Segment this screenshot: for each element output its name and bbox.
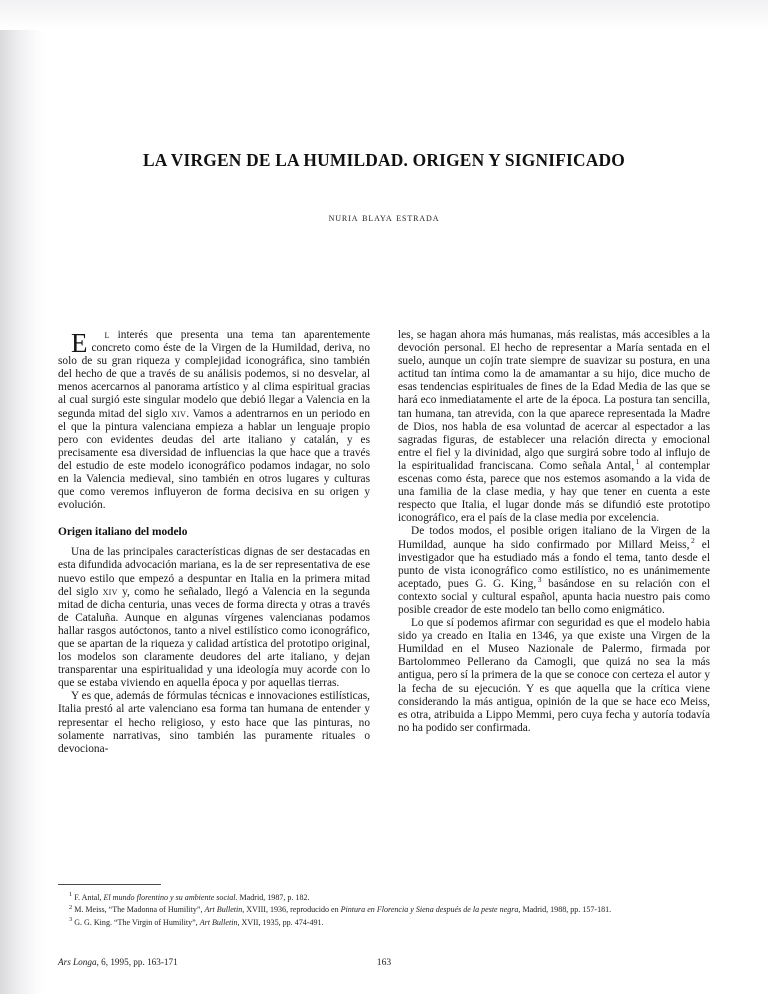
- footnote-separator-rule: [58, 884, 161, 885]
- paragraph-continuation-a: les, se hagan ahora más humanas, más realistas, más accesibles a la devoción personal. El hecho de representar a María sentada en el suelo, aunque un cojín trate siempre de suavizar su postura, en una actitud tan íntima como la de amamantar a su hijo, dice mucho de esas tendencias espirituales de fines de la Edad Media de las que se hará eco inmediatamente el arte de la época. La postura tan sencilla, tan humana, tan atrevida, con la que aparece representada la Madre de Dios, nos habla de esa voluntad de acercar al espectador a las sagradas figuras, de establecer una relación directa y emocional entre el fiel y la divinidad, algo que surgirá sobre todo al influjo de la espiritualidad franciscana. Como señala Antal,: [398, 329, 710, 472]
- footnote-number-2: 2: [69, 903, 73, 911]
- page-title: LA VIRGEN DE LA HUMILDAD. ORIGEN Y SIGNIFICADO: [142, 150, 626, 170]
- footnote-2: [58, 904, 710, 915]
- century-numeral: xiv: [171, 407, 187, 420]
- journal-name: Ars Longa: [58, 957, 97, 967]
- paragraph-meiss: [398, 525, 710, 617]
- paragraph-meiss-b: el investigador que ha estudiado más a fondo el tema, tanto desde el punto de vista iconográfico como estilístico, no es unánimemente aceptado, pues G. G. King,: [398, 538, 710, 590]
- drop-cap: E: [71, 328, 88, 358]
- footnote-2-run-4: Madrid, 1988, pp. 157-181.: [520, 905, 612, 915]
- footnote-1-run-0: F. Antal,: [74, 893, 104, 902]
- footnote-number-1: 1: [69, 891, 73, 899]
- footnote-2-run-0: M. Meiss, “The Madonna of Humility”,: [74, 905, 205, 915]
- paragraph-origen-1: [58, 539, 370, 690]
- footnote-number-3: 3: [69, 916, 73, 924]
- article-author: nuria blaya estrada: [328, 212, 440, 224]
- paragraph-continuation: [398, 329, 710, 525]
- footnote-1-run-1: El mundo florentino y su ambiente social.: [103, 893, 238, 902]
- footnote-list: [58, 892, 710, 928]
- body-columns: [58, 224, 710, 756]
- opening-smallcaps: l: [104, 329, 110, 341]
- paragraph-origen-1-head: Una de las principales características dignas de ser destacadas en esta difundida advocación mariana, es la de ser representativa de ese nuevo estilo que empezó a despuntar en Italia en la primera mitad del siglo: [58, 546, 370, 598]
- footnote-1-run-2: Madrid, 1987, p. 182.: [237, 893, 310, 902]
- paragraph-palermo: Lo que sí podemos afirmar con seguridad es que el modelo habia sido ya creado en Italia en 1346, ya que existe una Virgen de la Humildad en el Museo Nazionale de Palermo, firmada por Bartolommeo Pellerano da Camogli, que quizá no sea la más antigua, pero sí la primera de la que se conoce con certeza el autor y la fecha de su ejecución. Y es que aquella que la crítica viene considerando la más antigua, opinión de la que se hace eco Meiss, es otra, atribuida a Lippo Memmi, pero cuya fecha y autoría todavía no ha podido ser confirmada.: [398, 617, 710, 734]
- column-right: [398, 329, 710, 756]
- paragraph-meiss-c: basándose en su relación con el contexto social y cultural español, apunta hacia nuestro pais como posible creador de este modelo tan bello como enigmático.: [398, 577, 710, 616]
- paragraph-intro-text: interés que presenta una tema tan aparentemente concreto como éste de la Virgen de la Humildad, deriva, no solo de su gran riqueza y complejidad iconográfica, sino también del hecho de que a través de su análisis podemos, si no desvelar, al menos acercarnos al panorama artístico y al clima espiritual gracias al cual surgió este singular modelo que debió llegar a Valencia en la segunda mitad del siglo: [58, 329, 370, 420]
- paragraph-continuation-b: al contemplar escenas como ésta, parece que nos estemos asomando a la vida de una familia de la clase media, y hay que tener en cuenta a este respecto que Italia, el lugar donde más se difundió este prototipo iconográfico, era el país de la clase media por excelencia.: [398, 459, 710, 525]
- title-block: [58, 0, 710, 224]
- footnotes-section: [58, 884, 710, 929]
- footnote-3-run-2: , XVII, 1935, pp. 474-491.: [237, 917, 324, 927]
- century-numeral-2: xiv: [102, 585, 118, 598]
- footnote-ref-2[interactable]: 2: [690, 535, 695, 545]
- page-number: 163: [376, 957, 392, 968]
- page-footer: [58, 957, 710, 967]
- footnote-3: [58, 917, 710, 928]
- journal-citation-rest: , 6, 1995, pp. 163-171: [96, 957, 178, 967]
- footnote-3-run-0: G. G. King. “The Virgin of Humility”,: [74, 917, 200, 927]
- footnote-1: [58, 892, 710, 903]
- paragraph-origen-1-tail: y, como he señalado, llegó a Valencia en la segunda mitad de dicha centuria, unas veces de forma directa y otras a través de Cataluña. Aunque en algunas vírgenes valencianas podamos hallar rasgos autóctonos, tanto a nivel estilístico como iconográfico, que se apartan de la riqueza y calidad artística del prototipo original, los modelos son claramente deudores del arte italiano, y dejan transparentar una espiritualidad y una ideología muy acorde con lo que se estaba viviendo en aquella época y por aquellas tierras.: [58, 585, 370, 690]
- column-left: [58, 329, 370, 756]
- footnote-3-run-1: Art Bulletin: [199, 917, 238, 927]
- footnote-2-run-1: Art Bulletin: [204, 905, 243, 915]
- footnote-ref-3[interactable]: 3: [537, 575, 542, 584]
- paragraph-meiss-a: De todos modos, el posible origen italiano de la Virgen de la Humildad, aunque ha sido confirmado por Millard Meiss,: [398, 525, 710, 551]
- footnote-ref-1[interactable]: 1: [635, 457, 640, 467]
- paragraph-intro: [58, 329, 370, 512]
- footnote-2-run-2: , XVIII, 1936, reproducido en: [242, 905, 341, 915]
- paragraph-origen-2: Y es que, además de fórmulas técnicas e innovaciones estilísticas, Italia prestó al arte valenciano esa forma tan humana de entender y representar el hecho religioso, y esto hace que las pinturas, no solamente narrativas, sino también las puramente rituales o devociona-: [58, 690, 370, 755]
- paragraph-intro-tail: . Vamos a adentrarnos en un periodo en el que la pintura valenciana empieza a hablar un lenguaje propio pero con evidentes deudas del arte italiano y catalán, y es precisamente esa diversidad de influencias la que hace que a través del estudio de este modelo iconográfico podamos indagar, no solo en la Valencia medieval, sino también en otros lugares y culturas que como veremos influyeron de forma decisiva en su origen y evolución.: [58, 407, 370, 512]
- footnote-2-run-3: Pintura en Florencia y Siena después de la peste negra,: [340, 905, 521, 915]
- section-heading-origen-italiano: Origen italiano del modelo: [58, 526, 188, 539]
